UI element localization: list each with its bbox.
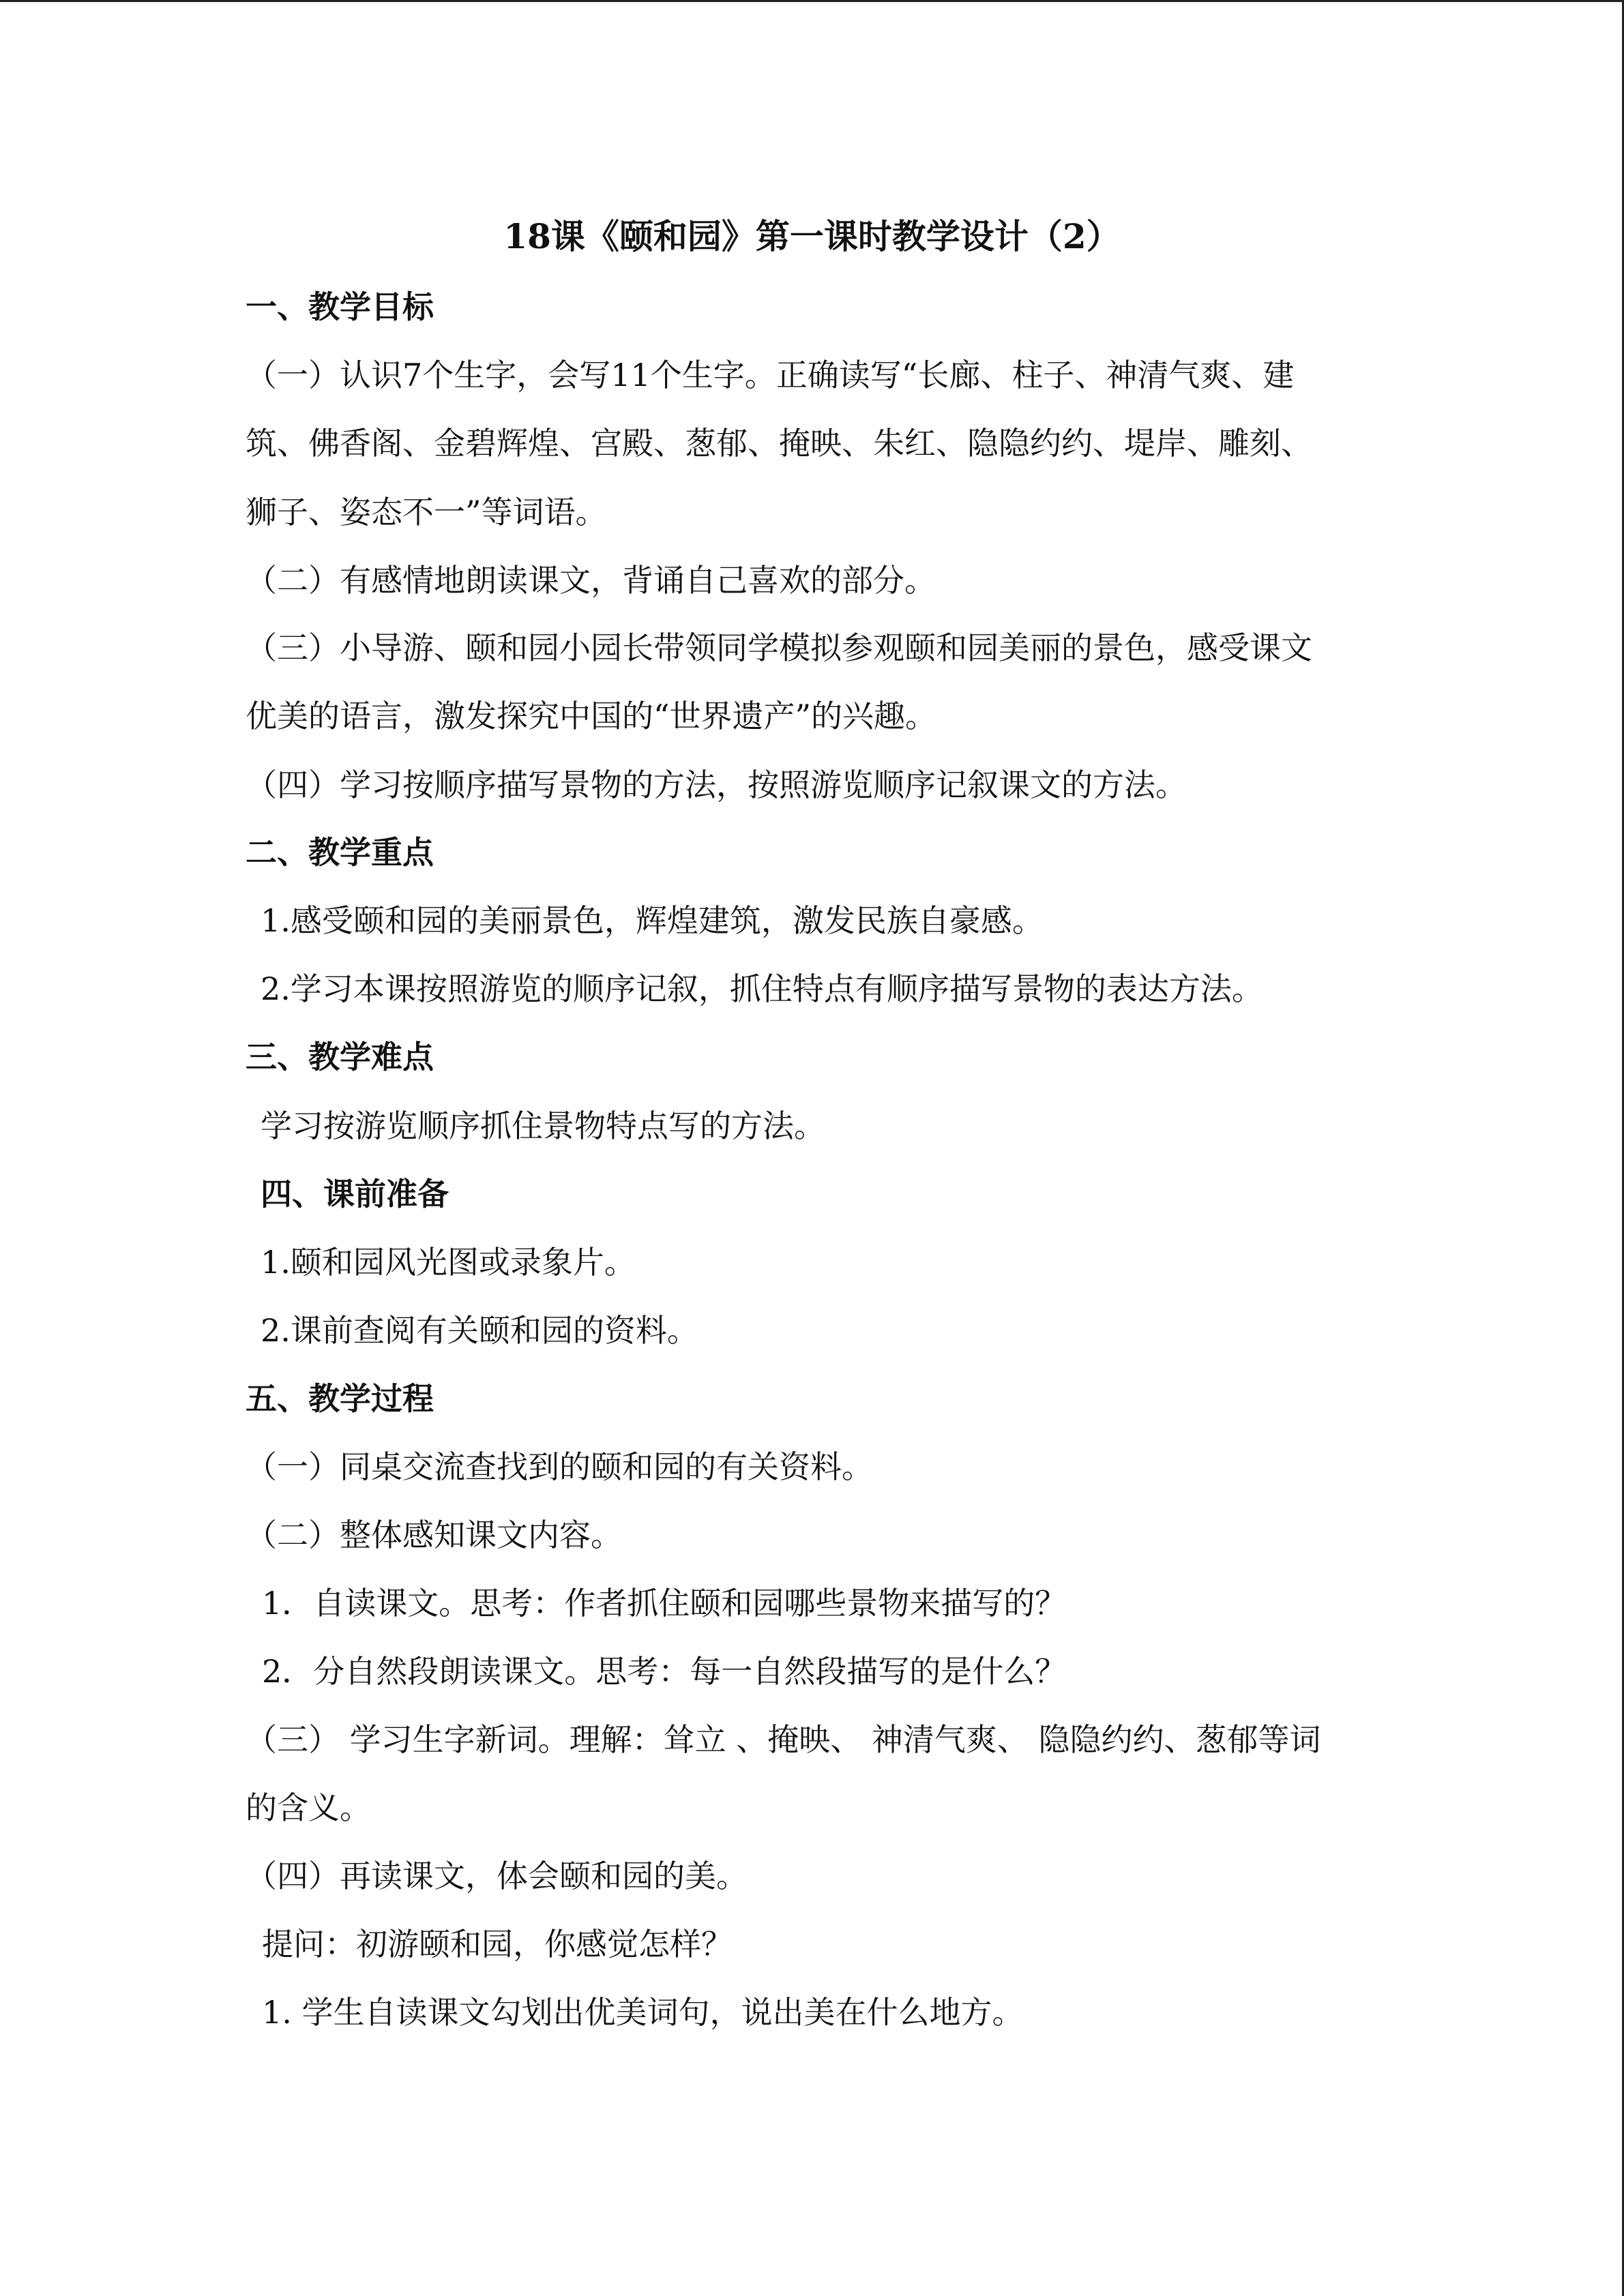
process-item-2-sub-2: 2．分自然段朗读课文。思考：每一自然段描写的是什么？ bbox=[262, 1653, 1067, 1690]
objective-item-1-line-1: （一）认识7个生字，会写11个生字。正确读写“长廊、柱子、神清气爽、建 bbox=[246, 357, 1295, 393]
objective-item-3-line-1: （三）小导游、颐和园小园长带领同学模拟参观颐和园美丽的景色，感受课文 bbox=[246, 629, 1312, 666]
key-point-item-2: 2.学习本课按照游览的顺序记叙，抓住特点有顺序描写景物的表达方法。 bbox=[261, 970, 1263, 1007]
process-item-4: （四）再读课文，体会颐和园的美。 bbox=[246, 1858, 748, 1894]
objective-item-3-line-2: 优美的语言，激发探究中国的“世界遗产”的兴趣。 bbox=[246, 698, 937, 734]
objective-item-4: （四）学习按顺序描写景物的方法，按照游览顺序记叙课文的方法。 bbox=[246, 766, 1187, 803]
heading-difficulties: 三、教学难点 bbox=[246, 1039, 434, 1075]
process-item-1: （一）同桌交流查找到的颐和园的有关资料。 bbox=[246, 1448, 873, 1485]
preparation-item-1: 1.颐和园风光图或录象片。 bbox=[261, 1244, 636, 1281]
heading-objectives: 一、教学目标 bbox=[246, 288, 434, 325]
preparation-item-2: 2.课前查阅有关颐和园的资料。 bbox=[261, 1312, 698, 1349]
objective-item-1-line-2: 筑、佛香阁、金碧辉煌、宫殿、葱郁、掩映、朱红、隐隐约约、堤岸、雕刻、 bbox=[246, 425, 1312, 462]
heading-key-points: 二、教学重点 bbox=[246, 834, 434, 871]
document-title: 18课《颐和园》第一课时教学设计（2） bbox=[503, 216, 1121, 256]
process-item-2-sub-1: 1．自读课文。思考：作者抓住颐和园哪些景物来描写的？ bbox=[262, 1585, 1067, 1622]
process-item-3-line-1: （三） 学习生字新词。理解：耸立 、掩映、 神清气爽、 隐隐约约、葱郁等词 bbox=[246, 1721, 1321, 1758]
process-item-4-sub-1: 1. 学生自读课文勾划出优美词句，说出美在什么地方。 bbox=[262, 1994, 1024, 2031]
process-item-2: （二）整体感知课文内容。 bbox=[246, 1517, 622, 1553]
key-point-item-1: 1.感受颐和园的美丽景色，辉煌建筑，激发民族自豪感。 bbox=[261, 902, 1044, 939]
heading-preparation: 四、课前准备 bbox=[261, 1176, 449, 1212]
objective-item-2: （二）有感情地朗读课文，背诵自己喜欢的部分。 bbox=[246, 562, 936, 599]
difficulty-item-1: 学习按游览顺序抓住景物特点写的方法。 bbox=[261, 1107, 825, 1144]
heading-process: 五、教学过程 bbox=[246, 1380, 434, 1417]
process-item-3-line-2: 的含义。 bbox=[246, 1789, 371, 1826]
process-question: 提问：初游颐和园，你感觉怎样？ bbox=[262, 1926, 733, 1963]
objective-item-1-line-3: 狮子、姿态不一”等词语。 bbox=[246, 494, 607, 531]
